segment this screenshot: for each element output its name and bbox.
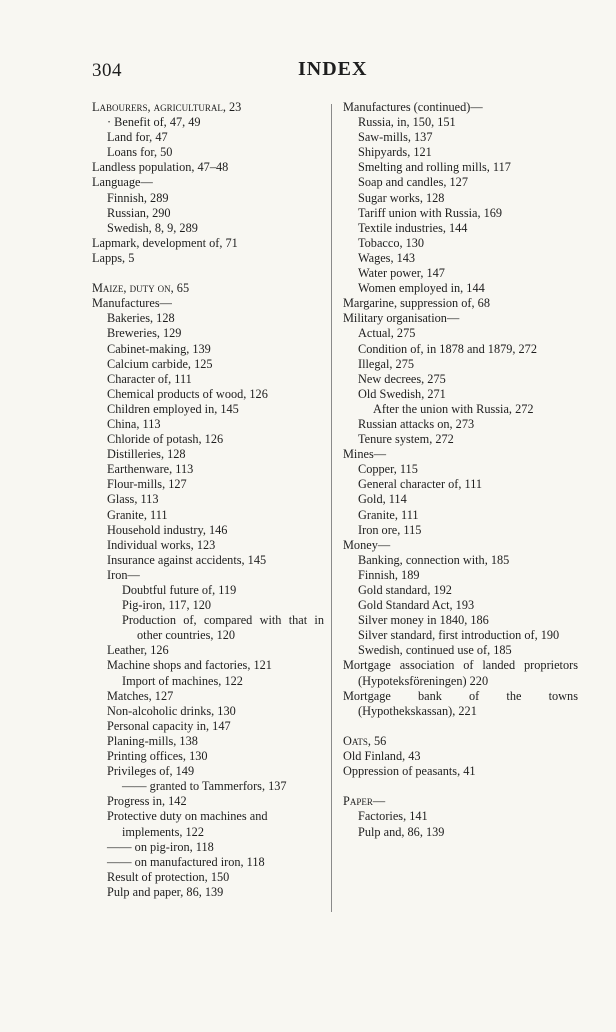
- index-entry: Swedish, continued use of, 185: [358, 643, 512, 658]
- index-entry: China, 113: [107, 416, 161, 431]
- index-entry: Paper—: [343, 794, 386, 809]
- index-entry: Lapps, 5: [92, 250, 135, 265]
- index-entry: Russian attacks on, 273: [358, 416, 475, 431]
- index-entry: Machine shops and factories, 121: [107, 658, 272, 673]
- index-entry: Water power, 147: [358, 266, 445, 281]
- index-entry: Landless population, 47–48: [92, 160, 229, 175]
- index-entry: Pulp and paper, 86, 139: [107, 884, 224, 899]
- index-entry: Margarine, suppression of, 68: [343, 296, 490, 311]
- index-entry: Cabinet-making, 139: [107, 341, 211, 356]
- index-entry: Old Swedish, 271: [358, 386, 446, 401]
- index-entry: Planing-mills, 138: [107, 733, 198, 748]
- index-entry: Matches, 127: [107, 688, 174, 703]
- index-entry: Silver money in 1840, 186: [358, 613, 489, 628]
- page-number: 304: [92, 60, 122, 81]
- index-entry: Granite, 111: [358, 507, 419, 522]
- index-entry: Money—: [343, 537, 391, 552]
- index-entry: Tariff union with Russia, 169: [358, 205, 503, 220]
- index-entry: Gold standard, 192: [358, 583, 452, 597]
- page-title: INDEX: [298, 58, 368, 80]
- index-entry: Condition of, in 1878 and 1879, 272: [358, 341, 537, 356]
- index-entry: Leather, 126: [107, 643, 169, 658]
- spacer: [343, 779, 578, 794]
- index-entry: New decrees, 275: [358, 371, 446, 386]
- index-entry: Illegal, 275: [358, 356, 415, 371]
- index-entry: Import of machines, 122: [122, 673, 243, 688]
- index-entry: Land for, 47: [107, 130, 168, 145]
- index-entry: Oppression of peasants, 41: [343, 764, 476, 779]
- index-entry: Swedish, 8, 9, 289: [107, 220, 198, 235]
- index-entry: Manufactures (continued)—: [343, 100, 483, 114]
- index-entry: Flour-mills, 127: [107, 477, 187, 492]
- index-entry: Old Finland, 43: [343, 749, 421, 764]
- index-entry: Russian, 290: [107, 205, 171, 220]
- index-entry: Character of, 111: [107, 371, 192, 386]
- index-entry: Labourers, agricultural, 23: [92, 100, 242, 114]
- index-entry: Textile industries, 144: [358, 220, 468, 235]
- index-entry: Printing offices, 130: [107, 749, 208, 764]
- index-entry: Factories, 141: [358, 809, 428, 824]
- index-entry: Tobacco, 130: [358, 235, 425, 250]
- index-entry: Distilleries, 128: [107, 447, 186, 462]
- spacer: [343, 719, 578, 734]
- index-entry: Protective duty on machines and implements, 122: [107, 809, 268, 839]
- index-entry: Language—: [92, 175, 153, 190]
- index-entry: Progress in, 142: [107, 794, 187, 809]
- index-entry: Wages, 143: [358, 250, 416, 265]
- index-entry: Shipyards, 121: [358, 145, 432, 160]
- index-entry: Tenure system, 272: [358, 432, 454, 447]
- index-entry: Glass, 113: [107, 492, 159, 507]
- index-entry: Earthenware, 113: [107, 462, 194, 477]
- index-entry: Calcium carbide, 125: [107, 356, 213, 371]
- index-entry: Production of, compared with that in other countries, 120: [122, 613, 324, 643]
- index-entry: Iron—: [107, 567, 140, 582]
- index-entry: Iron ore, 115: [358, 522, 422, 537]
- index-entry: Lapmark, development of, 71: [92, 235, 238, 250]
- index-entry: Result of protection, 150: [107, 869, 230, 884]
- index-entry: · Benefit of, 47, 49: [107, 115, 201, 130]
- index-entry: Chloride of potash, 126: [107, 432, 224, 447]
- index-entry: Gold, 114: [358, 492, 407, 507]
- index-entry: —— on manufactured iron, 118: [107, 854, 265, 869]
- index-entry: Soap and candles, 127: [358, 175, 468, 190]
- index-entry: Silver standard, first introduction of, 190: [358, 628, 560, 643]
- index-entry: Finnish, 189: [358, 567, 420, 582]
- index-entry: Actual, 275: [358, 326, 416, 341]
- spacer: [92, 266, 324, 281]
- index-entry: Banking, connection with, 185: [358, 552, 510, 567]
- index-entry: Doubtful future of, 119: [122, 583, 237, 597]
- index-entry: Women employed in, 144: [358, 281, 485, 296]
- index-entry: Individual works, 123: [107, 537, 216, 552]
- index-entry: Gold Standard Act, 193: [358, 598, 475, 613]
- index-entry: Personal capacity in, 147: [107, 718, 231, 733]
- index-entry: Household industry, 146: [107, 522, 228, 537]
- index-entry: Saw-mills, 137: [358, 130, 433, 145]
- index-entry: Mortgage association of landed proprietors (Hypoteksföreningen) 220: [343, 658, 578, 688]
- index-entry: Insurance against accidents, 145: [107, 552, 267, 567]
- index-entry: After the union with Russia, 272: [373, 401, 534, 416]
- index-entry: Russia, in, 150, 151: [358, 115, 456, 130]
- column-divider: [331, 104, 332, 912]
- index-entry: Copper, 115: [358, 462, 418, 477]
- index-entry: Pulp and, 86, 139: [358, 824, 445, 839]
- index-entry: Loans for, 50: [107, 145, 173, 160]
- index-entry: Mines—: [343, 447, 387, 462]
- index-entry: Pig-iron, 117, 120: [122, 598, 212, 613]
- index-entry: Sugar works, 128: [358, 190, 445, 205]
- index-entry: Children employed in, 145: [107, 401, 239, 416]
- index-entry: Chemical products of wood, 126: [107, 386, 268, 401]
- index-entry: —— granted to Tammerfors, 137: [122, 779, 287, 794]
- index-entry: Military organisation—: [343, 311, 460, 326]
- index-entry: —— on pig-iron, 118: [107, 839, 214, 854]
- index-entry: Granite, 111: [107, 507, 168, 522]
- index-entry: Privileges of, 149: [107, 764, 195, 779]
- index-entry: Oats, 56: [343, 733, 387, 748]
- index-entry: Non-alcoholic drinks, 130: [107, 703, 236, 718]
- index-column-left: [92, 100, 324, 900]
- index-entry: Smelting and rolling mills, 117: [358, 160, 511, 175]
- index-entry: Finnish, 289: [107, 190, 169, 205]
- index-column-right: [343, 100, 578, 840]
- index-entry: Mortgage bank of the towns (Hypothekskassan), 221: [343, 688, 578, 718]
- index-entry: Breweries, 129: [107, 326, 182, 341]
- index-entry: General character of, 111: [358, 477, 483, 492]
- index-entry: Manufactures—: [92, 296, 172, 311]
- index-entry: Bakeries, 128: [107, 311, 175, 326]
- index-entry: Maize, duty on, 65: [92, 281, 190, 296]
